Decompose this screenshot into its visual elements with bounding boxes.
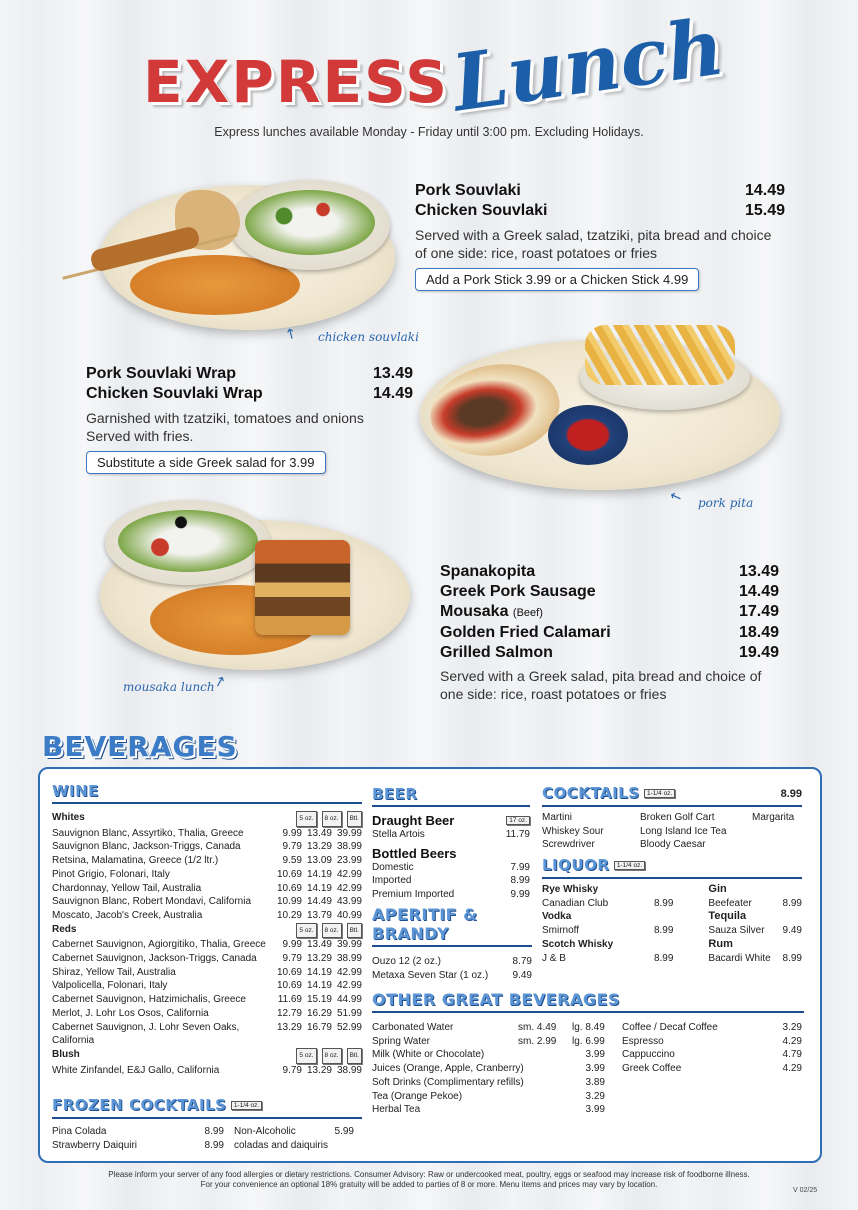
list-item: Juices (Orange, Apple, Cranberry) 3.99 <box>372 1063 605 1075</box>
souvlaki-description: Served with a Greek salad, tzatziki, pita bread and choice of one side: rice, roast potatoes or fries <box>415 227 772 261</box>
mains-description: Served with a Greek salad, pita bread and choice of one side: rice, roast potatoes or fries <box>440 668 762 702</box>
wine-section <box>52 782 362 1077</box>
list-item: Margarita <box>752 812 795 823</box>
wine-row: Cabernet Sauvignon, Agiorgitiko, Thalia, Greece 9.99 13.49 39.99 <box>52 939 362 951</box>
wine-row: Sauvignon Blanc, Robert Mondavi, California 10.99 14.49 43.99 <box>52 896 362 908</box>
draught-heading: Draught Beer <box>372 813 455 828</box>
wraps-description-2: Served with fries. <box>86 428 194 444</box>
wine-row: White Zinfandel, E&J Gallo, California 9.79 13.29 38.99 <box>52 1064 362 1076</box>
arrow-icon: ↖ <box>667 486 684 506</box>
wraps-addon: Substitute a side Greek salad for 3.99 <box>86 451 326 474</box>
list-item: Bloody Caesar <box>640 839 706 851</box>
menu-item: Golden Fried Calamari 18.49 <box>440 624 779 641</box>
menu-item: Spanakopita 13.49 <box>440 563 779 580</box>
menu-item: Grilled Salmon 19.49 <box>440 644 779 661</box>
aperitif-section: APERITIF & BRANDY Ouzo 12 (2 oz.) 8.79 Metaxa Seven Star (1 oz.) 9.49 <box>372 905 532 981</box>
frozen-cocktails-section: FROZEN COCKTAILS 1-1/4 oz. Pina Colada 8.99 Strawberry Daiquiri 8.99 Non-Alcoholic 5.99 coladas and daiquiris <box>52 1096 362 1152</box>
version-label: V 02/25 <box>793 1187 818 1194</box>
reds-table: Reds 5 oz. 8 oz. Btl. Cabernet Sauvignon, Agiorgitiko, Thalia, Greece 9.99 13.49 39.99 Cabernet Sauvignon, Jackson-Triggs, Canada 9.79 13.29 38.99 Shiraz, Yellow Tail, Australia 10.69 14.19 42.99 Valpolicella, Folonari, Italy 10.69 14.19 42.99 Cabernet Sauvignon, Hatzimichalis, Greece 11.69 15.19 44.99 Merlot, J. Lohr Los Osos, California 12.79 16.29 51.99 Cabernet Sauvignon, J. Lohr Seven Oaks, California 13.29 16.79 52.99 <box>52 923 362 1047</box>
cocktails-price: 8.99 <box>780 787 802 800</box>
liquor-section: LIQUOR 1-1/4 oz. Rye Whisky Canadian Club 8.99 Vodka Smirnoff 8.99 Scotch Whisky J & B 8.99 Gin Beefeater 8.99 Tequila Sauza Silver 9.49 Rum Bacardi White 8.99 <box>542 856 802 964</box>
list-item: Sauza Silver 9.49 <box>708 925 802 937</box>
list-item: Tea (Orange Pekoe) 3.29 <box>372 1090 605 1102</box>
other-beverages-section <box>372 990 804 1117</box>
wine-row: Pinot Grigio, Folonari, Italy 10.69 14.19 42.99 <box>52 868 362 880</box>
wine-row: Cabernet Sauvignon, J. Lohr Seven Oaks, California 13.29 16.79 52.99 <box>52 1021 362 1047</box>
subtitle: Express lunches available Monday - Friday until 3:00 pm. Excluding Holidays. <box>214 125 644 139</box>
list-item: Milk (White or Chocolate) 3.99 <box>372 1049 605 1061</box>
whites-heading: Whites <box>52 812 85 823</box>
blush-heading: Blush <box>52 1048 80 1060</box>
beer-heading: BEER <box>372 785 418 803</box>
wraps-description-1: Garnished with tzatziki, tomatoes and onions <box>86 410 364 426</box>
wine-row: Retsina, Malamatina, Greece (1/2 ltr.) 9.59 13.09 23.99 <box>52 855 362 867</box>
wine-row: Valpolicella, Folonari, Italy 10.69 14.19 42.99 <box>52 980 362 992</box>
menu-item: Greek Pork Sausage 14.49 <box>440 583 779 600</box>
list-item: Smirnoff 8.99 <box>542 925 674 937</box>
wine-row: Cabernet Sauvignon, Hatzimichalis, Greece 11.69 15.19 44.99 <box>52 994 362 1006</box>
wine-row: Moscato, Jacob's Creek, Australia 10.29 13.79 40.99 <box>52 909 362 921</box>
menu-item: Mousaka (Beef) 17.49 <box>440 603 779 620</box>
list-item: Screwdriver <box>542 839 595 851</box>
list-item: Whiskey Sour <box>542 825 604 837</box>
list-item: Espresso 4.29 <box>622 1035 802 1047</box>
title-express: EXPRESS <box>143 48 450 116</box>
list-item: Long Island Ice Tea <box>640 825 727 837</box>
reds-heading: Reds <box>52 923 77 935</box>
whites-table: Whites 5 oz. 8 oz. Btl. Sauvignon Blanc, Assyrtiko, Thalia, Greece 9.99 13.49 39.99 Sauvignon Blanc, Jackson-Triggs, Canada 9.79 13.29 38.99 Retsina, Malamatina, Greece (1/2 ltr.) 9.59 13.09 23.99 Pinot Grigio, Folonari, Italy 10.69 14.19 42.99 Chardonnay, Yellow Tail, Australia 10.69 14.19 42.99 Sauvignon Blanc, Robert Mondavi, California 10.99 14.49 43.99 Moscato, Jacob's Creek, Australia 10.29 13.79 40.99 <box>52 812 362 921</box>
caption-pork-pita: pork pita <box>698 496 754 510</box>
wine-row: Sauvignon Blanc, Assyrtiko, Thalia, Greece 9.99 13.49 39.99 <box>52 827 362 839</box>
wine-row: Shiraz, Yellow Tail, Australia 10.69 14.19 42.99 <box>52 966 362 978</box>
souvlaki-section <box>415 181 785 291</box>
bottled-heading: Bottled Beers <box>372 845 457 861</box>
aperitif-heading: APERITIF & <box>372 905 478 924</box>
other-beverages-heading: OTHER GREAT BEVERAGES <box>372 990 620 1009</box>
menu-item: Pork Souvlaki 14.49 <box>415 182 785 199</box>
list-item: Domestic 7.99 <box>372 861 530 873</box>
list-item: Premium Imported 9.99 <box>372 889 530 901</box>
arrow-icon: ↖ <box>282 323 301 343</box>
list-item: Martini <box>542 812 573 823</box>
souvlaki-addon: Add a Pork Stick 3.99 or a Chicken Stick 4.99 <box>415 268 699 291</box>
list-item: Coffee / Decaf Coffee 3.29 <box>622 1022 802 1033</box>
title-lunch: Lunch <box>446 1 730 130</box>
wine-row: Cabernet Sauvignon, Jackson-Triggs, Canada 9.79 13.29 38.99 <box>52 953 362 965</box>
list-item: Beefeater 8.99 <box>708 897 802 909</box>
caption-chicken-souvlaki: chicken souvlaki <box>318 330 419 344</box>
list-item: Cappuccino 4.79 <box>622 1049 802 1061</box>
list-item: Carbonated Water sm. 4.49 lg. 8.49 <box>372 1022 605 1033</box>
list-item: Canadian Club 8.99 <box>542 897 674 909</box>
menu-item: Chicken Souvlaki Wrap 14.49 <box>86 385 413 402</box>
list-item: Pina Colada 8.99 <box>52 1126 224 1137</box>
list-item: Broken Golf Cart <box>640 812 715 823</box>
menu-item: Pork Souvlaki Wrap 13.49 <box>86 365 413 382</box>
list-item: Metaxa Seven Star (1 oz.) 9.49 <box>372 969 532 981</box>
wine-row: Sauvignon Blanc, Jackson-Triggs, Canada 9.79 13.29 38.99 <box>52 841 362 853</box>
list-item: Bacardi White 8.99 <box>708 952 802 964</box>
wine-row: Chardonnay, Yellow Tail, Australia 10.69 14.19 42.99 <box>52 882 362 894</box>
frozen-cocktails-heading: FROZEN COCKTAILS <box>52 1096 227 1114</box>
list-item: Strawberry Daiquiri 8.99 <box>52 1139 224 1151</box>
list-item: Stella Artois 11.79 <box>372 829 530 840</box>
wine-heading: WINE <box>52 782 99 800</box>
list-item: J & B 8.99 <box>542 952 674 964</box>
mains-section <box>440 562 779 703</box>
beer-section: BEER Draught Beer 17 oz. Stella Artois 11.79 Bottled Beers Domestic 7.99 Imported 8.99 Premium Imported 9.99 <box>372 785 530 901</box>
wraps-section <box>86 364 413 474</box>
cocktails-section: COCKTAILS 1-1/4 oz. 8.99 Martini Whiskey Sour Screwdriver Broken Golf Cart Long Island Ice Tea Bloody Caesar Margarita <box>542 784 802 851</box>
caption-mousaka-lunch: mousaka lunch <box>123 680 215 694</box>
cocktails-heading: COCKTAILS <box>542 784 640 802</box>
beverages-title: BEVERAGES <box>42 730 238 763</box>
list-item: Soft Drinks (Complimentary refills) 3.89 <box>372 1076 605 1088</box>
non-alcoholic-item: Non-Alcoholic 5.99 coladas and daiquiris <box>234 1126 354 1151</box>
list-item: Spring Water sm. 2.99 lg. 6.99 <box>372 1035 605 1047</box>
blush-table: Blush 5 oz. 8 oz. Btl. White Zinfandel, E&J Gallo, California 9.79 13.29 38.99 <box>52 1048 362 1076</box>
menu-item: Chicken Souvlaki 15.49 <box>415 202 785 219</box>
wine-row: Merlot, J. Lohr Los Osos, California 12.79 16.29 51.99 <box>52 1007 362 1019</box>
arrow-icon: ↗ <box>211 671 228 691</box>
liquor-heading: LIQUOR <box>542 856 610 874</box>
list-item: Imported 8.99 <box>372 875 530 887</box>
list-item: Ouzo 12 (2 oz.) 8.79 <box>372 956 532 967</box>
list-item: Greek Coffee 4.29 <box>622 1063 802 1075</box>
list-item: Herbal Tea 3.99 <box>372 1104 605 1116</box>
footer-disclaimer: Please inform your server of any food allergies or dietary restrictions. Consumer Advisory: Raw or undercooked meat, poultry, eggs or seafood may increase risk of foodborne illness. For your convenience an optional 18% gratuity will be added to parties of 8 or more. Menu items and prices may vary by location. <box>108 1170 750 1189</box>
